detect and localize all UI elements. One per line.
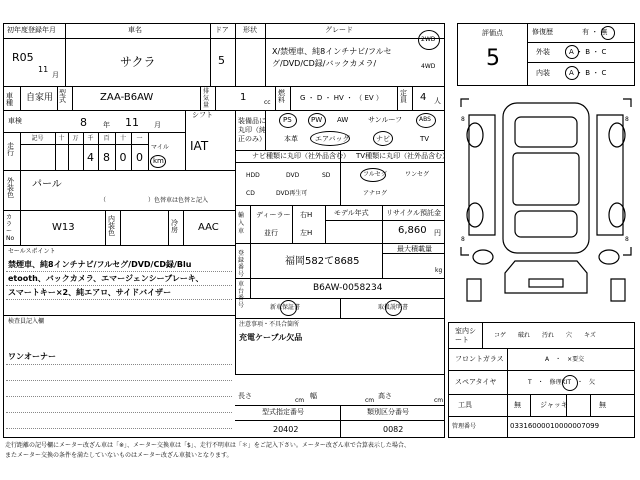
tv-label: TV種類に丸印（社外品含む） xyxy=(356,152,450,160)
import-right: 右H xyxy=(300,211,313,219)
equip-item: サンルーフ xyxy=(368,116,403,124)
wheel-icon xyxy=(599,250,619,264)
capacity-unit: 人 xyxy=(434,97,441,105)
corner-label: 8 xyxy=(625,116,629,123)
color-label: 外装色 xyxy=(7,177,14,199)
spare-label: スペアタイヤ xyxy=(455,378,497,386)
interior-color-label: 内装色 xyxy=(108,215,115,237)
first-reg-value: R05 xyxy=(12,51,34,64)
sales-point-label: セールスポイント xyxy=(8,248,56,255)
inspector-value: ワンオーナー xyxy=(8,352,56,361)
sales-point-line: スマートキー×2、純エアロ、サイドバイザー xyxy=(8,288,172,297)
car-grille xyxy=(529,279,563,287)
shape-label: 形状 xyxy=(243,26,257,34)
equip-item: 本革 xyxy=(284,135,298,143)
nav-item: SD xyxy=(322,172,331,179)
interior-options: A ・ B ・ C xyxy=(569,69,607,77)
sales-point-line: 禁煙車、純8インチナビ/フルセグ/DVD/CD録/Blu xyxy=(8,260,192,269)
car-name-label: 車名 xyxy=(128,26,142,34)
sales-point-line: etooth、バックカメラ、エマージェンシーブレーキ、 xyxy=(8,274,204,283)
doors-value: 5 xyxy=(218,54,225,67)
equip-item: ABS xyxy=(419,116,431,123)
first-reg-month: 11 xyxy=(38,65,49,74)
unit-km: km xyxy=(153,157,164,165)
registration-label: 登録番号 xyxy=(238,250,245,278)
windshield-label: フロントガラス xyxy=(455,355,504,363)
fuel-options: G ・ D ・ HV ・ （ EV ） xyxy=(300,94,383,102)
car-windshield xyxy=(515,117,577,147)
equip-item: AW xyxy=(337,116,349,124)
car-rear-window xyxy=(515,211,577,237)
first-reg-month-unit: 月 xyxy=(52,71,59,79)
dim-height: 高さ xyxy=(378,392,392,400)
interior-seat-options: コゲ 破れ 汚れ 穴 キズ xyxy=(494,332,596,339)
windshield-options: A ・ ×要交 xyxy=(545,356,585,363)
mileage-label: 走行 xyxy=(7,142,14,157)
jack-label: ジャッキ xyxy=(540,401,568,409)
max-load-unit: kg xyxy=(435,267,443,274)
shift-label: シフト xyxy=(192,111,213,119)
tools-value: 無 xyxy=(514,401,521,409)
usage-label: 車種 xyxy=(6,92,13,107)
inspection-month: 11 xyxy=(125,116,139,129)
tv-item: アナログ xyxy=(363,190,388,197)
max-load-label: 最大積載量 xyxy=(397,245,432,253)
drive-4wd: 4WD xyxy=(421,63,436,70)
new-car-warranty: 新車保証書 xyxy=(270,304,301,311)
exterior-options: A ・ B ・ C xyxy=(569,48,607,56)
dim-unit: cm xyxy=(295,397,305,404)
corner-bracket xyxy=(461,99,469,107)
usage-value: 自家用 xyxy=(26,93,54,103)
car-damage-diagram xyxy=(453,95,639,317)
jack-value: 無 xyxy=(599,401,606,409)
interior-circle xyxy=(565,66,579,80)
interior-label: 内装 xyxy=(536,69,550,77)
drive-2wd: 2WD xyxy=(421,36,436,43)
doors-label: ドア xyxy=(215,26,229,34)
nav-label: ナビ種類に丸印（社外品含む） xyxy=(252,152,350,160)
color-no-label: カラーNo xyxy=(6,214,15,242)
tv-item: ワンセグ xyxy=(405,171,430,178)
class-value: 0082 xyxy=(383,425,404,434)
chassis-value: B6AW-0058234 xyxy=(313,283,383,293)
inspection-year: 8 xyxy=(80,116,87,129)
grade-value: X/禁煙車、純8インチナビ/フルセグ/DVD/CD録/バックカメラ/ xyxy=(272,47,392,68)
corner-label: 8 xyxy=(461,236,465,243)
inspection-month-unit: 月 xyxy=(154,121,161,129)
repair-options: 有 ・ 無 xyxy=(582,28,608,36)
digit-header: 十 xyxy=(58,135,65,142)
import-label: 輸入車 xyxy=(238,212,245,235)
notes-label: 注意事項・不具合箇所 xyxy=(239,321,300,328)
equipment-label: 装備品に丸印（純正のみ） xyxy=(238,117,266,143)
unit-mile: マイル xyxy=(151,144,169,151)
mileage-digit: 0 xyxy=(136,151,143,164)
equip-item: PS xyxy=(283,116,292,124)
nav-item: DVD xyxy=(286,172,300,179)
spare-circle xyxy=(562,375,578,391)
dim-width: 幅 xyxy=(310,392,317,400)
exterior-label: 外装 xyxy=(536,48,550,56)
model-year-label: モデル年式 xyxy=(334,209,369,217)
dim-unit: cm xyxy=(365,397,375,404)
mgmt-label: 管理番号 xyxy=(452,423,477,430)
repair-label: 修復歴 xyxy=(532,28,553,36)
digit-header: 千 xyxy=(87,135,94,142)
model-label: 型式 xyxy=(59,89,66,104)
aircon-value: AAC xyxy=(198,222,219,233)
recycle-label: リサイクル預託金 xyxy=(386,209,442,217)
displacement-label: 排気量 xyxy=(203,88,210,109)
inspector-label: 検査員記入欄 xyxy=(8,318,45,325)
color-value: パール xyxy=(32,179,62,190)
manual: 取扱説明書 xyxy=(378,304,409,311)
score-label: 評価点 xyxy=(482,29,503,37)
repair-circle xyxy=(601,26,615,40)
first-reg-label: 初年度登録年月 xyxy=(7,26,56,34)
car-left-side xyxy=(469,115,495,235)
tools-label: 工具 xyxy=(458,401,472,409)
mileage-digit: 8 xyxy=(103,151,110,164)
aircon-label: 冷房 xyxy=(171,219,178,234)
digit-header: 記号 xyxy=(31,135,44,142)
dim-length: 長さ xyxy=(238,392,252,400)
capacity-value: 4 xyxy=(420,92,427,103)
fuel-label: 燃料 xyxy=(278,89,285,104)
corner-bracket xyxy=(623,247,631,255)
chassis-label: 車台番号 xyxy=(238,281,245,309)
import-dealer: ディーラー xyxy=(256,211,291,219)
car-name-value: サクラ xyxy=(120,55,156,69)
car-roof xyxy=(513,153,579,205)
equip-item: エアバッグ xyxy=(315,135,350,143)
tv-item: フルセグ xyxy=(363,171,387,178)
nav-item: DVD再生可 xyxy=(276,190,308,197)
corner-label: 8 xyxy=(461,116,465,123)
grade-label: グレード xyxy=(325,26,353,34)
digit-header: 十 xyxy=(119,135,126,142)
inspection-year-unit: 年 xyxy=(103,121,110,129)
displacement-unit: cc xyxy=(264,99,271,106)
registration-value: 福岡582て8685 xyxy=(285,256,360,267)
mileage-digit: 4 xyxy=(87,151,94,164)
displacement-value: 1 xyxy=(240,92,247,103)
recycle-value: 6,860 xyxy=(398,225,427,236)
wheel-icon xyxy=(473,250,493,264)
mgmt-value: 03316000010000007099 xyxy=(510,422,600,430)
type-value: 20402 xyxy=(273,425,299,434)
equip-item: TV xyxy=(420,135,430,143)
nav-item: HDD xyxy=(246,172,260,179)
corner-bracket xyxy=(461,247,469,255)
import-left: 左H xyxy=(300,229,313,237)
color-no-value: W13 xyxy=(52,222,75,233)
capacity-label: 定員 xyxy=(400,89,407,104)
corner-bracket xyxy=(623,99,631,107)
notes-value: 充電ケーブル欠品 xyxy=(239,333,303,342)
footer-line: 走行距離の記号欄にメーター改ざん車は「※」、メーター交換車は「$」、走行不明車は「＊」をご記入下さい。メーター改ざん車で合算表示した場合、 xyxy=(5,442,410,449)
shift-value: IAT xyxy=(190,139,209,153)
car-mirror-right xyxy=(611,279,625,301)
type-label: 型式指定番号 xyxy=(262,408,304,416)
digit-header: 百 xyxy=(103,135,110,142)
mileage-digit: 0 xyxy=(119,151,127,164)
dim-unit: cm xyxy=(434,397,444,404)
digit-header: 万 xyxy=(72,135,79,142)
car-body-outline xyxy=(503,103,589,253)
class-label: 類別区分番号 xyxy=(367,408,409,416)
car-front-view xyxy=(505,261,587,293)
digit-header: 一 xyxy=(136,135,143,142)
nav-item: CD xyxy=(246,190,255,197)
interior-seat-label: 室内シート xyxy=(455,327,476,344)
score-value: 5 xyxy=(486,46,500,71)
car-right-side xyxy=(597,115,623,235)
inspection-label: 車検 xyxy=(8,117,22,125)
import-parallel: 並行 xyxy=(264,229,278,237)
equip-item: PW xyxy=(311,116,323,124)
equip-item: ナビ xyxy=(376,135,390,143)
exterior-circle xyxy=(565,45,579,59)
corner-label: 8 xyxy=(625,236,629,243)
spare-options: T ・ 修理KIT ・ 欠 xyxy=(528,379,596,386)
footer-line: またメーター交換の条件を満たしていないものはメーター改ざん車扱いとなります。 xyxy=(5,452,233,459)
color-note: （ ）色替車は色替と記入 xyxy=(100,197,209,204)
recycle-unit: 円 xyxy=(434,229,441,237)
car-mirror-left xyxy=(467,279,481,301)
model-value: ZAA-B6AW xyxy=(100,92,154,103)
